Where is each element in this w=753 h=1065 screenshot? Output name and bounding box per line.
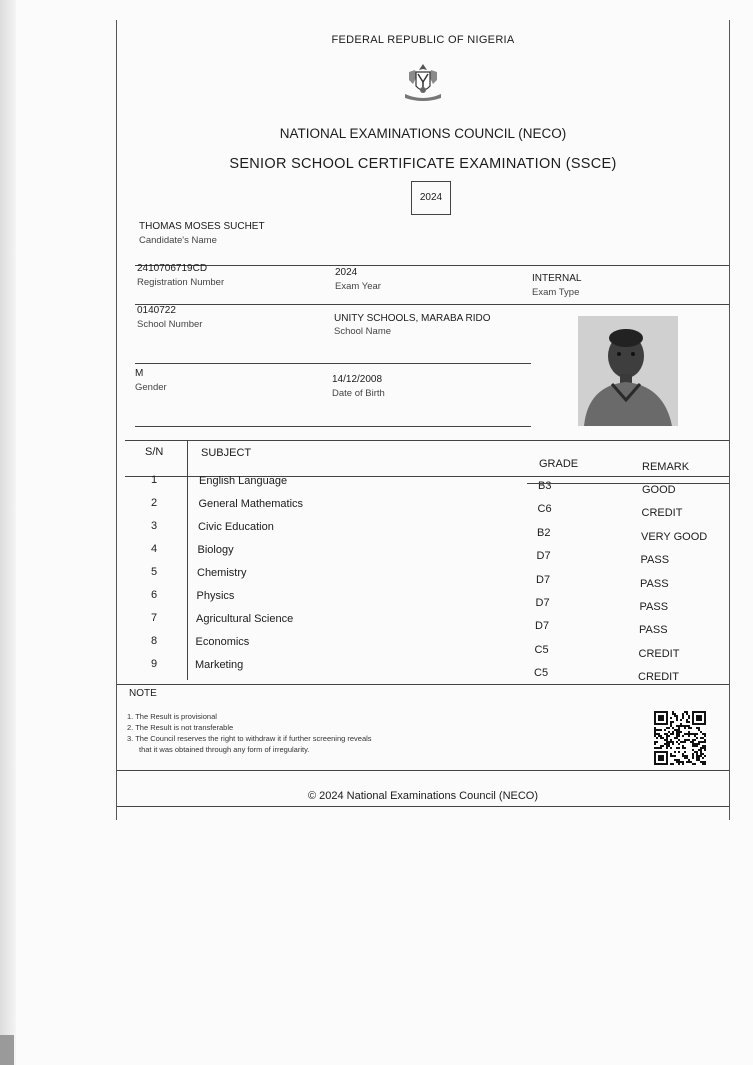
republic-heading: FEDERAL REPUBLIC OF NIGERIA [331, 34, 515, 46]
column-header-subject: SUBJECT [201, 447, 252, 459]
column-header-sn: S/N [145, 446, 164, 458]
row-remark: PASS [639, 601, 669, 613]
coat-of-arms-icon [401, 62, 445, 104]
row-remark: PASS [640, 554, 670, 567]
copyright-text: © 2024 National Examinations Council (NECO) [307, 790, 539, 802]
row-serial-number: 6 [151, 589, 158, 601]
school-name: UNITY SCHOOLS, MARABA RIDO [334, 313, 491, 324]
row-serial-number: 4 [151, 543, 158, 555]
row-subject: Chemistry [197, 567, 247, 579]
row-subject: Economics [195, 636, 250, 648]
row-subject: English Language [199, 475, 288, 487]
row-grade: D7 [536, 573, 551, 586]
row-grade: D7 [535, 620, 550, 633]
table-bottom-rule [117, 684, 729, 685]
row-serial-number: 1 [151, 474, 158, 486]
column-header-grade: GRADE [539, 458, 579, 470]
footer-rule [117, 770, 729, 771]
row-serial-number: 7 [151, 612, 158, 624]
qr-code-icon [654, 711, 706, 765]
row-subject: Agricultural Science [196, 613, 294, 625]
exam-title: SENIOR SCHOOL CERTIFICATE EXAMINATION (SSCE) [229, 156, 617, 172]
registration-number-label: Registration Number [137, 277, 225, 288]
school-number-label: School Number [137, 319, 203, 330]
row-grade: B2 [537, 526, 551, 539]
row-subject: General Mathematics [198, 498, 304, 510]
row-subject: Physics [196, 590, 235, 602]
candidate-photo [578, 316, 678, 426]
bottom-rule [117, 806, 729, 807]
result-slip-paper [16, 0, 753, 1065]
exam-year-label: Exam Year [335, 281, 381, 292]
divider [135, 363, 531, 364]
row-subject: Marketing [195, 659, 244, 671]
gender-label: Gender [135, 382, 167, 393]
scan-edge [0, 0, 14, 1065]
exam-year-box: 2024 [411, 181, 451, 215]
candidate-name-label: Candidate's Name [139, 235, 217, 246]
row-remark: CREDIT [638, 647, 680, 660]
note-item: 2. The Result is not transferable [127, 723, 234, 732]
row-grade: C6 [537, 503, 552, 516]
row-serial-number: 2 [151, 497, 158, 509]
table-top-rule [125, 440, 729, 441]
row-remark: PASS [640, 577, 669, 590]
row-grade: C5 [534, 643, 549, 656]
exam-type: INTERNAL [532, 273, 582, 284]
divider [135, 265, 729, 266]
registration-number: 2410706719CD [137, 263, 208, 274]
date-of-birth: 14/12/2008 [332, 374, 383, 385]
row-remark: CREDIT [638, 671, 679, 684]
row-grade: C5 [534, 667, 549, 680]
date-of-birth-label: Date of Birth [332, 388, 385, 399]
row-subject: Civic Education [198, 521, 274, 533]
divider [135, 304, 729, 305]
gender: M [135, 368, 144, 379]
exam-year: 2024 [335, 267, 358, 278]
row-remark: CREDIT [641, 507, 683, 520]
scan-edge-shadow [0, 1035, 14, 1065]
school-name-label: School Name [334, 326, 392, 337]
row-serial-number: 5 [151, 566, 158, 578]
exam-type-label: Exam Type [532, 287, 580, 298]
council-heading: NATIONAL EXAMINATIONS COUNCIL (NECO) [279, 126, 567, 141]
note-item: that it was obtained through any form of irregularity. [139, 745, 310, 754]
result-slip [116, 20, 730, 820]
note-title: NOTE [129, 688, 157, 699]
candidate-name: THOMAS MOSES SUCHET [139, 221, 265, 232]
divider [135, 426, 531, 427]
row-remark: GOOD [642, 484, 676, 496]
row-serial-number: 8 [151, 635, 158, 647]
note-item: 1. The Result is provisional [127, 712, 217, 721]
row-grade: D7 [536, 550, 551, 563]
row-grade: B3 [538, 480, 552, 492]
row-serial-number: 9 [151, 658, 158, 670]
row-grade: D7 [535, 597, 550, 609]
row-subject: Biology [197, 544, 234, 556]
school-number: 0140722 [137, 305, 176, 316]
note-item: 3. The Council reserves the right to withdraw it if further screening reveals [127, 734, 372, 743]
row-serial-number: 3 [151, 520, 158, 532]
row-remark: VERY GOOD [641, 530, 708, 543]
row-remark: PASS [639, 624, 668, 637]
column-header-remark: REMARK [642, 461, 690, 473]
grade-header-rule [527, 483, 729, 484]
